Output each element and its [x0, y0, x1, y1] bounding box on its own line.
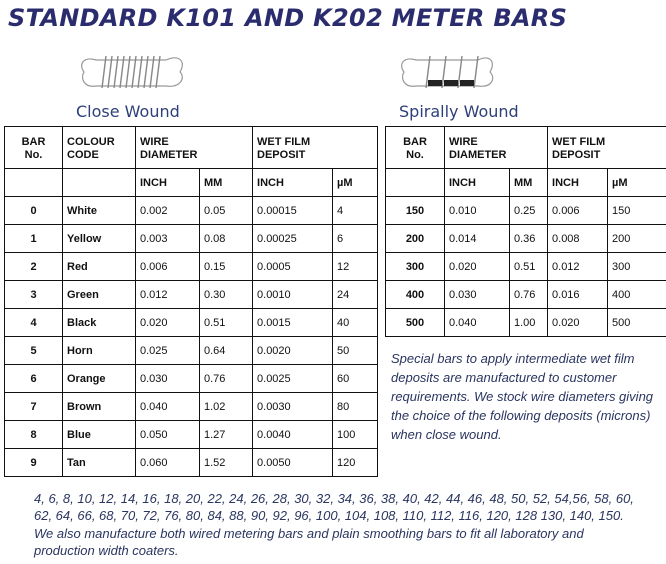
header-film-inch: INCH	[548, 169, 608, 197]
table-row	[386, 281, 666, 309]
cell-mm: 0.36	[510, 225, 548, 253]
cell-mm: 0.08	[200, 225, 253, 253]
header-um: µM	[608, 169, 666, 197]
header-wet-film-deposit: WET FILM DEPOSIT	[253, 127, 378, 169]
cell-bar: 7	[5, 393, 63, 421]
table-row	[5, 449, 378, 477]
cell-um: 120	[333, 449, 378, 477]
header-blank	[63, 169, 136, 197]
cell-bar: 2	[5, 253, 63, 281]
cell-colour: Yellow	[63, 225, 136, 253]
close-wound-caption: Close Wound	[76, 102, 180, 121]
cell-inch: 0.060	[136, 449, 200, 477]
header-film-inch: INCH	[253, 169, 333, 197]
table-row	[5, 281, 378, 309]
cell-colour: Orange	[63, 365, 136, 393]
header-inch: INCH	[136, 169, 200, 197]
cell-mm: 1.27	[200, 421, 253, 449]
cell-bar: 0	[5, 197, 63, 225]
deposits-line: 4, 6, 8, 10, 12, 14, 16, 18, 20, 22, 24, 26, 28, 30, 32, 34, 36, 38, 40, 42, 44, 46, 48, 50, 52, 54,56, 58, 60,	[34, 491, 634, 506]
cell-bar: 300	[386, 253, 445, 281]
close-wound-bar-illustration	[76, 48, 188, 94]
cell-colour: White	[63, 197, 136, 225]
cell-inch: 0.002	[136, 197, 200, 225]
deposits-line: 62, 64, 66, 68, 70, 72, 76, 80, 84, 88, 90, 92, 96, 100, 104, 108, 110, 112, 116, 120, 128 130, 140, 150.	[34, 508, 624, 524]
cell-um: 40	[333, 309, 378, 337]
cell-inch: 0.030	[136, 365, 200, 393]
header-mm: MM	[510, 169, 548, 197]
cell-bar: 150	[386, 197, 445, 225]
cell-inch: 0.020	[445, 253, 510, 281]
cell-um: 80	[333, 393, 378, 421]
cell-mm: 1.00	[510, 309, 548, 337]
cell-mm: 1.02	[200, 393, 253, 421]
cell-inch: 0.012	[136, 281, 200, 309]
table-row	[5, 421, 378, 449]
cell-colour: Black	[63, 309, 136, 337]
table-row	[386, 309, 666, 337]
cell-film-inch: 0.016	[548, 281, 608, 309]
cell-bar: 200	[386, 225, 445, 253]
cell-colour: Blue	[63, 421, 136, 449]
cell-bar: 3	[5, 281, 63, 309]
header-wire-diameter: WIRE DIAMETER	[136, 127, 253, 169]
cell-colour: Brown	[63, 393, 136, 421]
cell-film-inch: 0.0050	[253, 449, 333, 477]
cell-bar: 400	[386, 281, 445, 309]
cell-um: 24	[333, 281, 378, 309]
cell-mm: 0.51	[200, 309, 253, 337]
table-row	[5, 393, 378, 421]
cell-colour: Red	[63, 253, 136, 281]
cell-film-inch: 0.006	[548, 197, 608, 225]
cell-film-inch: 0.0010	[253, 281, 333, 309]
header-mm: MM	[200, 169, 253, 197]
cell-bar: 1	[5, 225, 63, 253]
header-inch: INCH	[445, 169, 510, 197]
cell-bar: 6	[5, 365, 63, 393]
cell-um: 400	[608, 281, 666, 309]
cell-film-inch: 0.00025	[253, 225, 333, 253]
cell-mm: 0.76	[200, 365, 253, 393]
cell-colour: Green	[63, 281, 136, 309]
table-row	[386, 253, 666, 281]
cell-um: 200	[608, 225, 666, 253]
cell-inch: 0.006	[136, 253, 200, 281]
table-row	[5, 225, 378, 253]
close-wound-table	[4, 126, 378, 477]
table-row	[386, 197, 666, 225]
table-row	[5, 197, 378, 225]
cell-um: 50	[333, 337, 378, 365]
table-row	[5, 253, 378, 281]
cell-film-inch: 0.0030	[253, 393, 333, 421]
cell-bar: 9	[5, 449, 63, 477]
header-wet-film-deposit: WET FILM DEPOSIT	[548, 127, 666, 169]
table-row	[386, 225, 666, 253]
cell-mm: 0.64	[200, 337, 253, 365]
cell-film-inch: 0.008	[548, 225, 608, 253]
cell-mm: 0.05	[200, 197, 253, 225]
cell-inch: 0.050	[136, 421, 200, 449]
cell-film-inch: 0.020	[548, 309, 608, 337]
table-row	[5, 309, 378, 337]
cell-inch: 0.040	[136, 393, 200, 421]
cell-mm: 0.25	[510, 197, 548, 225]
cell-inch: 0.020	[136, 309, 200, 337]
footer-text	[34, 490, 662, 559]
cell-um: 60	[333, 365, 378, 393]
cell-mm: 0.30	[200, 281, 253, 309]
cell-mm: 0.15	[200, 253, 253, 281]
cell-inch: 0.040	[445, 309, 510, 337]
special-bars-note: Special bars to apply intermediate wet film deposits are manufactured to customer requirements. We stock wire diameters giving the choice of the following deposits (microns) when close wound.	[391, 351, 654, 442]
cell-inch: 0.025	[136, 337, 200, 365]
header-blank	[386, 169, 445, 197]
header-blank	[5, 169, 63, 197]
cell-film-inch: 0.0025	[253, 365, 333, 393]
header-colour-code: COLOUR CODE	[63, 127, 136, 169]
cell-bar: 4	[5, 309, 63, 337]
header-bar-no: BAR No.	[5, 127, 63, 169]
manufacture-line: production width coaters.	[34, 542, 179, 558]
cell-inch: 0.014	[445, 225, 510, 253]
spirally-wound-caption: Spirally Wound	[399, 102, 519, 121]
cell-um: 4	[333, 197, 378, 225]
cell-bar: 500	[386, 309, 445, 337]
cell-colour: Tan	[63, 449, 136, 477]
cell-bar: 5	[5, 337, 63, 365]
table-row	[5, 365, 378, 393]
cell-mm: 0.76	[510, 281, 548, 309]
cell-mm: 0.51	[510, 253, 548, 281]
cell-film-inch: 0.0040	[253, 421, 333, 449]
cell-film-inch: 0.0020	[253, 337, 333, 365]
cell-inch: 0.010	[445, 197, 510, 225]
cell-film-inch: 0.0015	[253, 309, 333, 337]
header-wire-diameter: WIRE DIAMETER	[445, 127, 548, 169]
spirally-wound-bar-illustration	[398, 48, 496, 94]
cell-bar: 8	[5, 421, 63, 449]
cell-um: 150	[608, 197, 666, 225]
spirally-wound-table	[385, 126, 666, 337]
cell-um: 6	[333, 225, 378, 253]
cell-inch: 0.003	[136, 225, 200, 253]
manufacture-line: We also manufacture both wired metering bars and plain smoothing bars to fit all laboratory and	[34, 525, 584, 541]
cell-inch: 0.030	[445, 281, 510, 309]
cell-um: 12	[333, 253, 378, 281]
header-um: µM	[333, 169, 378, 197]
cell-um: 500	[608, 309, 666, 337]
page-title: STANDARD K101 AND K202 METER BARS	[8, 4, 568, 32]
cell-film-inch: 0.00015	[253, 197, 333, 225]
cell-film-inch: 0.0005	[253, 253, 333, 281]
cell-colour: Horn	[63, 337, 136, 365]
cell-um: 100	[333, 421, 378, 449]
header-bar-no: BAR No.	[386, 127, 445, 169]
cell-um: 300	[608, 253, 666, 281]
cell-film-inch: 0.012	[548, 253, 608, 281]
cell-mm: 1.52	[200, 449, 253, 477]
table-row	[5, 337, 378, 365]
